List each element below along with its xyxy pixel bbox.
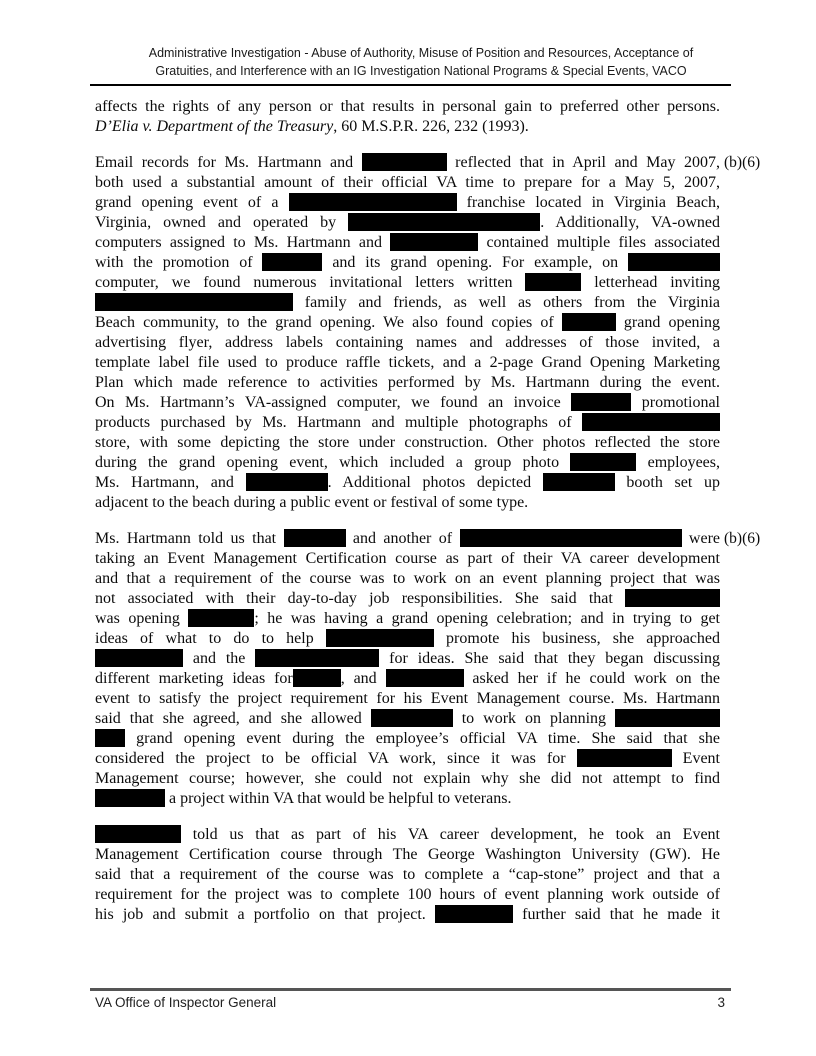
text-line — [95, 253, 720, 273]
text-run: promotional — [631, 394, 720, 411]
text-line — [95, 569, 720, 589]
redaction-box — [326, 629, 434, 647]
text-line — [95, 353, 720, 373]
redaction-box — [525, 273, 581, 291]
text-run: told us that as part of his VA career development, he took an Event — [181, 826, 720, 843]
text-run: was opening — [95, 610, 189, 627]
text-line — [95, 173, 720, 193]
text-line — [95, 905, 720, 925]
text-run: and that a requirement of the course was to work on an event planning project that was — [95, 570, 720, 587]
foia-exemption-note: (b)(6) — [724, 530, 761, 547]
header-line-2: Gratuities, and Interference with an IG Investigation National Programs & Special Events, VACO — [155, 64, 687, 78]
text-run: said that a requirement of the course was to complete a “cap-stone” project and that a — [95, 866, 720, 883]
redaction-box — [362, 153, 447, 171]
text-run: event to satisfy the project requirement for his Event Management course. Ms. Hartmann — [95, 690, 720, 707]
redaction-box — [390, 233, 478, 251]
text-run: Email records for Ms. Hartmann and — [95, 154, 362, 171]
text-run: both used a substantial amount of their official VA time to prepare for a May 5, 2007, — [95, 174, 720, 191]
redaction-box — [371, 709, 453, 727]
text-run: and its grand opening. For example, on — [322, 254, 628, 271]
document-body — [95, 97, 761, 925]
text-run: requirement for the project was to complete 100 hours of event planning work outside of — [95, 886, 720, 903]
text-line — [95, 729, 720, 749]
text-run: Plan which made reference to activities performed by Ms. Hartmann during the event. — [95, 374, 720, 391]
text-line — [95, 865, 720, 885]
redaction-box — [435, 905, 513, 923]
text-line — [95, 473, 720, 493]
text-run: advertising flyer, address labels containing names and addresses of those invited, a — [95, 334, 720, 351]
text-line — [95, 233, 720, 253]
text-run: Ms. Hartmann told us that — [95, 530, 284, 547]
header-line-1: Administrative Investigation - Abuse of Authority, Misuse of Position and Resources, Acceptance of — [148, 46, 694, 60]
text-run: his job and submit a portfolio on that project. — [95, 906, 435, 923]
text-run: Management course; however, she could not explain why she did not attempt to find — [95, 770, 720, 787]
redaction-box — [95, 789, 165, 807]
text-run: On Ms. Hartmann’s VA-assigned computer, we found an invoice — [95, 394, 572, 411]
text-line — [95, 629, 720, 649]
redaction-box — [543, 473, 615, 491]
text-line — [95, 273, 720, 293]
text-run: for ideas. She said that they began discussing — [379, 650, 720, 667]
text-run: and another of — [345, 530, 460, 547]
text-line — [95, 549, 720, 569]
text-line — [95, 453, 720, 473]
redaction-box — [628, 253, 720, 271]
redaction-box — [188, 609, 254, 627]
page-number: 3 — [717, 995, 725, 1010]
redaction-box — [625, 589, 720, 607]
footer-rule — [90, 988, 731, 991]
redaction-box — [95, 649, 183, 667]
foia-exemption-note: (b)(6) — [724, 154, 761, 171]
text-run: employees, — [636, 454, 720, 471]
text-line — [95, 413, 720, 433]
text-line — [95, 769, 720, 789]
redaction-box — [95, 825, 181, 843]
text-line — [95, 749, 720, 769]
text-run: during the grand opening event, which included a group photo — [95, 454, 571, 471]
text-line — [95, 709, 720, 729]
redaction-box — [262, 253, 322, 271]
text-run: affects the rights of any person or that results in personal gain to preferred other persons. — [95, 98, 720, 115]
text-run: adjacent to the beach during a public event or festival of some type. — [95, 494, 529, 511]
redaction-box — [577, 749, 672, 767]
text-line — [95, 493, 720, 513]
hartmann-statement-paragraph — [95, 529, 761, 809]
text-line — [95, 313, 720, 333]
redaction-box — [582, 413, 720, 431]
text-line — [95, 193, 720, 213]
text-run: , 60 M.S.P.R. 226, 232 (1993). — [333, 118, 529, 135]
text-run: taking an Event Management Certification course as part of their VA career development — [95, 550, 720, 567]
redaction-box — [255, 649, 379, 667]
text-run: Event — [671, 750, 720, 767]
text-run: different marketing ideas for — [95, 670, 293, 687]
text-run: ideas of what to do to help — [95, 630, 326, 647]
text-run: template label file used to produce raffle tickets, and a 2-page Grand Opening Marketing — [95, 354, 720, 371]
text-line — [95, 649, 720, 669]
text-run: grand opening — [615, 314, 720, 331]
text-line — [95, 393, 720, 413]
text-line — [95, 845, 720, 865]
text-run: franchise located in Virginia Beach, — [456, 194, 720, 211]
text-run: computer, we found numerous invitational letters written — [95, 274, 526, 291]
text-line — [95, 293, 720, 313]
text-line — [95, 97, 720, 117]
text-run: a project within VA that would be helpful to veterans. — [165, 790, 512, 807]
text-run: further said that he made it — [512, 906, 720, 923]
text-run: letterhead inviting — [581, 274, 720, 291]
text-run: considered the project to be official VA work, since it was for — [95, 750, 577, 767]
text-run: not associated with their day-to-day job responsibilities. She said that — [95, 590, 625, 607]
capstone-statement-paragraph — [95, 825, 720, 925]
text-run: said that she agreed, and she allowed — [95, 710, 371, 727]
text-line — [95, 117, 720, 137]
text-run: , and — [340, 670, 386, 687]
text-line — [95, 333, 720, 353]
text-run: store, with some depicting the store under construction. Other photos reflected the store — [95, 434, 720, 451]
text-line — [95, 885, 720, 905]
footer-organization: VA Office of Inspector General — [95, 995, 277, 1010]
text-line — [95, 669, 720, 689]
text-run: to work on planning — [452, 710, 615, 727]
text-line — [95, 373, 720, 393]
redaction-box — [571, 393, 631, 411]
text-run: promote his business, she approached — [433, 630, 720, 647]
text-run: . Additional photos depicted — [327, 474, 543, 491]
text-run: grand opening event during the employee’s official VA time. She said that she — [125, 730, 720, 747]
redaction-box — [246, 473, 328, 491]
text-line — [95, 213, 720, 233]
text-run: computers assigned to Ms. Hartmann and — [95, 234, 391, 251]
text-run: contained multiple files associated — [478, 234, 720, 251]
text-run: Virginia, owned and operated by — [95, 214, 349, 231]
redaction-box — [460, 529, 682, 547]
legal-citation-paragraph — [95, 97, 720, 137]
text-run: . Additionally, VA-owned — [540, 214, 720, 231]
page-footer — [95, 995, 725, 1010]
redaction-box — [95, 729, 125, 747]
redaction-box — [562, 313, 616, 331]
text-run: Beach community, to the grand opening. We also found copies of — [95, 314, 562, 331]
text-run: asked her if he could work on the — [463, 670, 720, 687]
text-run: Management Certification course through The George Washington University (GW). He — [95, 846, 720, 863]
text-run: family and friends, as well as others from the Virginia — [293, 294, 720, 311]
redaction-box — [570, 453, 636, 471]
redaction-box — [386, 669, 464, 687]
text-run: Ms. Hartmann, and — [95, 474, 246, 491]
text-run: grand opening event of a — [95, 194, 289, 211]
text-run: booth set up — [614, 474, 720, 491]
text-line — [95, 609, 720, 629]
redaction-box — [615, 709, 720, 727]
header-rule — [90, 84, 731, 86]
case-citation: D’Elia v. Department of the Treasury — [95, 118, 334, 135]
redaction-box — [289, 193, 457, 211]
text-line — [95, 433, 720, 453]
text-run: reflected that in April and May 2007, — [446, 154, 720, 171]
text-line — [95, 153, 720, 173]
text-run: ; he was having a grand opening celebration; and in trying to get — [254, 610, 720, 627]
redaction-box — [293, 669, 341, 687]
text-line — [95, 589, 720, 609]
text-line — [95, 825, 720, 845]
redaction-box — [284, 529, 346, 547]
text-line — [95, 789, 720, 809]
text-run: with the promotion of — [95, 254, 263, 271]
text-line — [95, 529, 720, 549]
redaction-box — [348, 213, 540, 231]
redaction-box — [95, 293, 293, 311]
text-line — [95, 689, 720, 709]
page-header — [110, 44, 732, 80]
email-records-paragraph — [95, 153, 761, 513]
text-run: products purchased by Ms. Hartmann and multiple photographs of — [95, 414, 582, 431]
text-run: were — [681, 530, 720, 547]
text-run: and the — [183, 650, 256, 667]
